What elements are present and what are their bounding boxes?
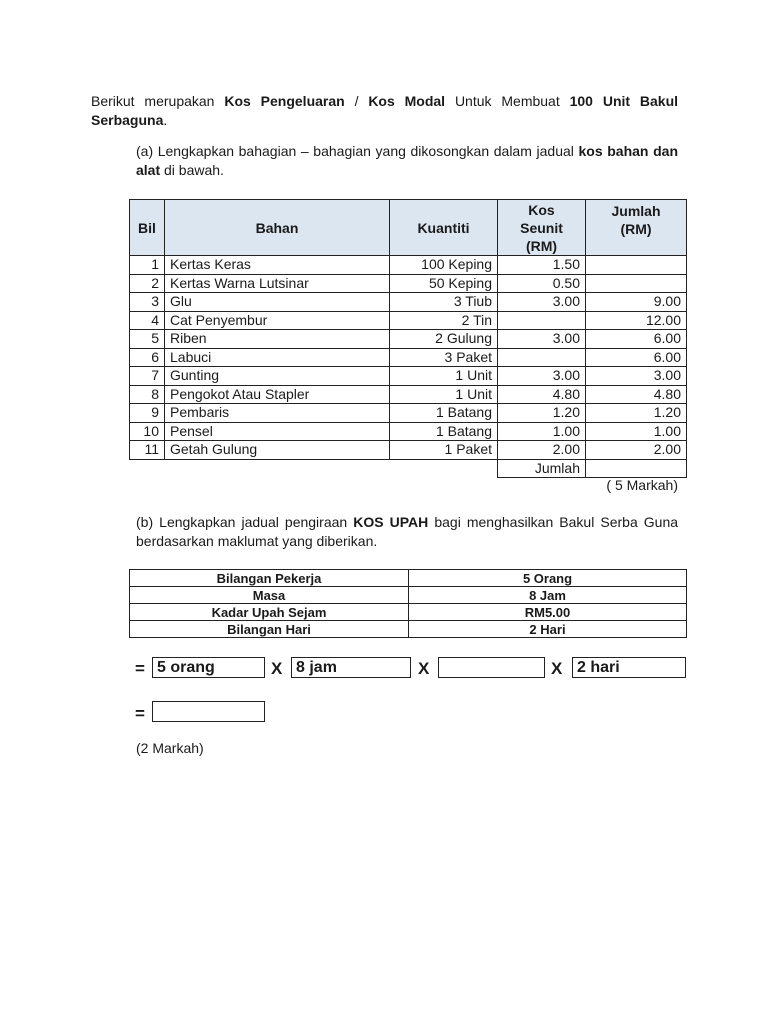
table-row (130, 441, 687, 460)
header-bahan: Bahan (165, 200, 390, 256)
cell-bahan: Pengokot Atau Stapler (165, 385, 390, 404)
cell-kuantiti: 2 Tin (390, 311, 498, 330)
cell-bil: 10 (130, 422, 165, 441)
cell-jumlah[interactable]: 6.00 (586, 348, 687, 367)
question-a-line-1: (a) Lengkapkan bahagian – bahagian yang dikosongkan dalam jadual kos bahan dan (136, 143, 678, 159)
cell-jumlah[interactable] (586, 274, 687, 293)
header-kos-seunit: Kos Seunit (RM) (498, 200, 586, 256)
cell-kos[interactable] (498, 311, 586, 330)
cell-kos[interactable]: 1.00 (498, 422, 586, 441)
cell-kos[interactable]: 1.50 (498, 256, 586, 275)
equals-sign: = (135, 659, 145, 678)
total-value-cell[interactable] (586, 459, 687, 478)
table-row (130, 256, 687, 275)
cell-kos[interactable]: 4.80 (498, 385, 586, 404)
question-b-line-2: berdasarkan maklumat yang diberikan. (136, 532, 378, 549)
cell-kuantiti: 3 Paket (390, 348, 498, 367)
cell-kos[interactable]: 1.20 (498, 404, 586, 423)
calc-box-days[interactable]: 2 hari (572, 657, 686, 678)
cell-kos[interactable]: 2.00 (498, 441, 586, 460)
cell-bil: 7 (130, 367, 165, 386)
wage-value: RM5.00 (409, 604, 687, 621)
cell-kuantiti: 50 Keping (390, 274, 498, 293)
table-row (130, 587, 687, 604)
question-a (136, 142, 678, 179)
wage-label: Masa (130, 587, 409, 604)
cell-jumlah[interactable]: 1.00 (586, 422, 687, 441)
cell-jumlah[interactable]: 4.80 (586, 385, 687, 404)
cell-bahan: Kertas Keras (165, 256, 390, 275)
wage-value: 2 Hari (409, 621, 687, 638)
marks-b: (2 Markah) (136, 740, 204, 756)
cell-bahan: Labuci (165, 348, 390, 367)
intro-line-2: Serbaguna. (91, 111, 168, 128)
cell-kos[interactable]: 0.50 (498, 274, 586, 293)
header-kuantiti: Kuantiti (390, 200, 498, 256)
cell-kuantiti: 100 Keping (390, 256, 498, 275)
cell-bahan: Getah Gulung (165, 441, 390, 460)
cell-bil: 5 (130, 330, 165, 349)
table-row (130, 311, 687, 330)
cell-bil: 9 (130, 404, 165, 423)
table-row (130, 404, 687, 423)
cell-kos[interactable]: 3.00 (498, 330, 586, 349)
cell-kos[interactable] (498, 348, 586, 367)
cell-bahan: Pembaris (165, 404, 390, 423)
table-row (130, 330, 687, 349)
wage-label: Bilangan Pekerja (130, 570, 409, 587)
cell-kuantiti: 1 Unit (390, 367, 498, 386)
answer-box[interactable] (152, 701, 265, 722)
table-row (130, 604, 687, 621)
cell-kuantiti: 1 Unit (390, 385, 498, 404)
table-row (130, 422, 687, 441)
cell-bahan: Glu (165, 293, 390, 312)
cell-bahan: Kertas Warna Lutsinar (165, 274, 390, 293)
table-row (130, 293, 687, 312)
cell-kuantiti: 1 Batang (390, 404, 498, 423)
table-row (130, 274, 687, 293)
table-row (130, 367, 687, 386)
multiply-sign: X (418, 659, 430, 678)
cell-jumlah[interactable]: 6.00 (586, 330, 687, 349)
cell-kos[interactable]: 3.00 (498, 293, 586, 312)
cell-bil: 1 (130, 256, 165, 275)
cell-jumlah[interactable]: 3.00 (586, 367, 687, 386)
cell-jumlah[interactable] (586, 256, 687, 275)
header-jumlah: Jumlah (RM) (586, 200, 687, 256)
total-label: Jumlah (498, 459, 586, 478)
material-cost-table (129, 199, 687, 478)
cell-bil: 4 (130, 311, 165, 330)
calc-box-hours[interactable]: 8 jam (291, 657, 411, 678)
cell-bahan: Cat Penyembur (165, 311, 390, 330)
calc-box-workers[interactable]: 5 orang (152, 657, 265, 678)
header-bil: Bil (130, 200, 165, 256)
cell-bil: 11 (130, 441, 165, 460)
wage-value: 5 Orang (409, 570, 687, 587)
calc-box-rate[interactable] (438, 657, 545, 678)
cell-kuantiti: 2 Gulung (390, 330, 498, 349)
cell-kuantiti: 1 Paket (390, 441, 498, 460)
cell-bahan: Pensel (165, 422, 390, 441)
intro-paragraph (91, 92, 678, 129)
cell-bil: 6 (130, 348, 165, 367)
cell-bahan: Riben (165, 330, 390, 349)
cell-bahan: Gunting (165, 367, 390, 386)
cell-jumlah[interactable]: 12.00 (586, 311, 687, 330)
wage-info-table (129, 569, 687, 638)
wage-label: Bilangan Hari (130, 621, 409, 638)
cell-jumlah[interactable]: 1.20 (586, 404, 687, 423)
equals-sign: = (135, 704, 145, 723)
cell-bil: 2 (130, 274, 165, 293)
cell-kos[interactable]: 3.00 (498, 367, 586, 386)
question-b-line-1: (b) Lengkapkan jadual pengiraan KOS UPAH bagi menghasilkan Bakul Serba Guna (136, 514, 679, 530)
cell-kuantiti: 1 Batang (390, 422, 498, 441)
cell-jumlah[interactable]: 2.00 (586, 441, 687, 460)
multiply-sign: X (551, 659, 563, 678)
cell-bil: 8 (130, 385, 165, 404)
intro-line-1: Berikut merupakan Kos Pengeluaran / Kos Modal Untuk Membuat 100 Unit Bakul (91, 93, 679, 109)
marks-a: ( 5 Markah) (606, 477, 678, 493)
table-row (130, 348, 687, 367)
cell-bil: 3 (130, 293, 165, 312)
table-row (130, 385, 687, 404)
total-row (130, 459, 687, 478)
wage-label: Kadar Upah Sejam (130, 604, 409, 621)
question-b (136, 513, 678, 550)
table-row (130, 570, 687, 587)
wage-value: 8 Jam (409, 587, 687, 604)
multiply-sign: X (271, 659, 283, 678)
table-row (130, 621, 687, 638)
cell-kuantiti: 3 Tiub (390, 293, 498, 312)
question-a-line-2: alat di bawah. (136, 161, 224, 178)
cell-jumlah[interactable]: 9.00 (586, 293, 687, 312)
